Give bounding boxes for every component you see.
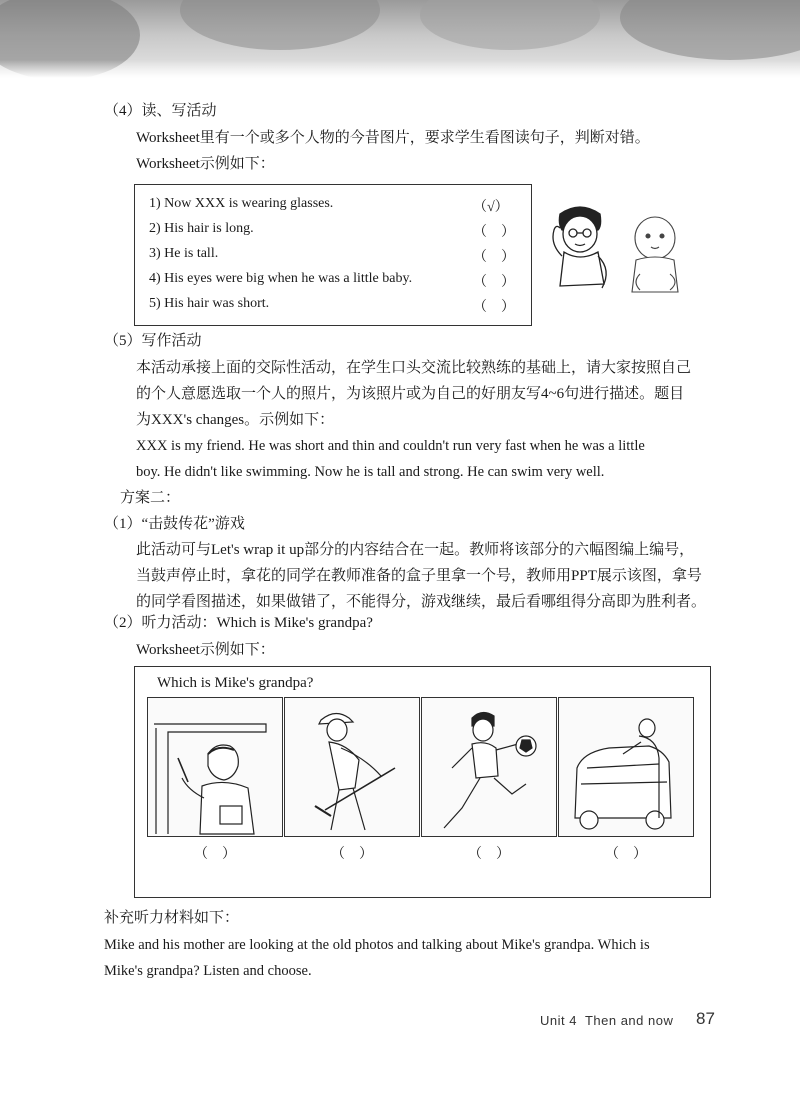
section-5-paragraph-line: 本活动承接上面的交际性活动，在学生口头交流比较熟练的基础上，请大家按照自己 — [136, 360, 692, 376]
worksheet-1-item: 2) His hair is long. — [149, 221, 254, 236]
section-4-description: Worksheet里有一个或多个人物的今昔图片，要求学生看图读句子，判断对错。 — [136, 130, 650, 146]
baby-icon — [632, 217, 678, 292]
page-number: 87 — [696, 1009, 715, 1028]
boy-kicking-ball-icon — [422, 698, 556, 836]
worksheet-1-item: 3) He is tall. — [149, 246, 219, 261]
worksheet-1-item: 5) His hair was short. — [149, 296, 270, 311]
plan-2-item-1-line: 的同学看图描述，如果做错了，不能得分，游戏继续，最后看哪组得分高即为胜利者。 — [136, 594, 707, 610]
plan-2-item-2-heading: （2）听力活动：Which is Mike's grandpa? — [104, 615, 373, 631]
plan-2-item-2-sample-label: Worksheet示例如下： — [136, 642, 275, 658]
worksheet-1-item: 1) Now XXX is wearing glasses. — [149, 196, 334, 211]
plan-2-heading: 方案二： — [120, 490, 181, 506]
example-text-line: boy. He didn't like swimming. Now he is tall and strong. He can swim very well. — [136, 464, 605, 480]
plan-2-item-1-line: 此活动可与Let's wrap it up部分的内容结合在一起。教师将该部分的六幅图编上编号， — [136, 542, 695, 558]
answer-mark: （ ） — [473, 250, 515, 265]
supplement-text-line: Mike's grandpa? Listen and choose. — [104, 963, 312, 979]
answer-parentheses: （ ） — [605, 847, 647, 862]
section-5-paragraph-line: 为XXX's changes。示例如下： — [136, 412, 335, 428]
man-fixing-car-icon — [559, 698, 693, 836]
example-text-line: XXX is my friend. He was short and thin and couldn't run very fast when he was a little — [136, 438, 645, 454]
supplement-heading: 补充听力材料如下： — [104, 910, 240, 926]
picture-panel — [421, 697, 557, 837]
section-5-paragraph-line: 的个人意愿选取一个人的照片，为该照片或为自己的好朋友写4~6句进行描述。题目 — [136, 386, 685, 402]
answer-parentheses: （ ） — [331, 847, 373, 862]
worksheet-2-box — [134, 666, 711, 898]
picture-panel — [284, 697, 420, 837]
worksheet-2-title: Which is Mike's grandpa? — [157, 675, 314, 691]
answer-parentheses: （ ） — [468, 847, 510, 862]
boy-and-baby-illustration — [540, 200, 690, 310]
section-5-heading: （5）写作活动 — [104, 333, 202, 349]
supplement-text-line: Mike and his mother are looking at the old photos and talking about Mike's grandpa. Which is — [104, 937, 650, 953]
footer-unit-title: Unit 4 Then and now — [540, 1013, 674, 1028]
boy-with-glasses-icon — [553, 207, 606, 288]
answer-mark: （ ） — [473, 225, 515, 240]
section-4-sample-label: Worksheet示例如下： — [136, 156, 275, 172]
picture-panel — [147, 697, 283, 837]
teacher-at-blackboard-icon — [148, 698, 282, 836]
section-4-heading: （4）读、写活动 — [104, 103, 217, 119]
plan-2-item-1-line: 当鼓声停止时，拿花的同学在教师准备的盒子里拿一个号，教师用PPT展示该图，拿号 — [136, 568, 702, 584]
answer-mark: （ ） — [473, 300, 515, 315]
worksheet-1-item: 4) His eyes were big when he was a little baby. — [149, 271, 413, 286]
plan-2-item-1-heading: （1）“击鼓传花”游戏 — [104, 516, 245, 532]
header-banner — [0, 0, 800, 78]
answer-mark: （ ） — [473, 275, 515, 290]
man-sweeping-icon — [285, 698, 419, 836]
picture-panel — [558, 697, 694, 837]
answer-parentheses: （ ） — [194, 847, 236, 862]
answer-mark: （√） — [473, 200, 509, 215]
worksheet-1-box — [134, 184, 532, 326]
